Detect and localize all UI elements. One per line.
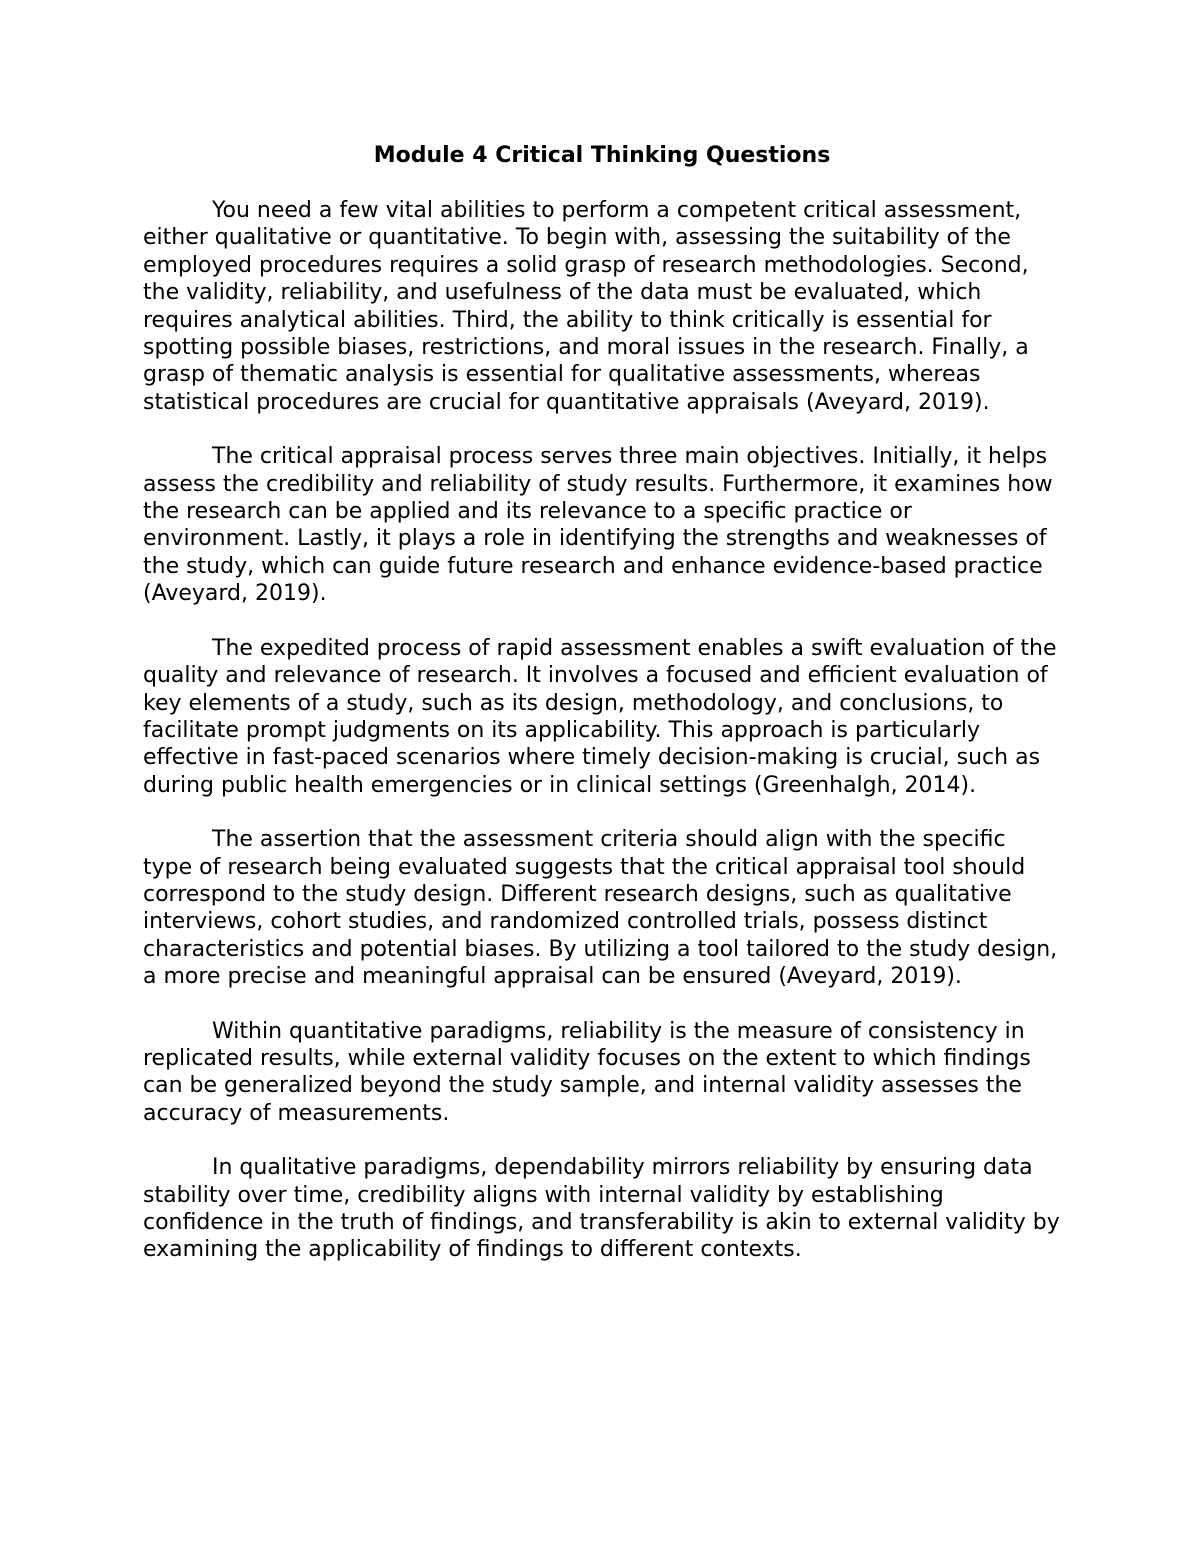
paragraph-appraisal-objectives: The critical appraisal process serves three main objectives. Initially, it helps assess the credibility and reliability of study results. Furthermore, it examines how the research can be applied and its relevance to a specific practice or environment. Lastly, it plays a role in identifying the strengths and weaknesses of the study, which can guide future research and enhance evidence-based practice (Aveyard, 2019). — [143, 444, 1053, 607]
paragraph-required-abilities: You need a few vital abilities to perform a competent critical assessment, either qualitative or quantitative. To begin with, assessing the suitability of the employed procedures requires a solid grasp of research methodologies. Second, the validity, reliability, and usefulness of the data must be evaluated, which requires analytical abilities. Third, the ability to think critically is essential for spotting possible biases, restrictions, and moral issues in the research. Finally, a grasp of thematic analysis is essential for qualitative assessments, whereas statistical procedures are crucial for quantitative appraisals (Aveyard, 2019). — [143, 198, 1029, 415]
paragraph-quantitative-paradigms: Within quantitative paradigms, reliability is the measure of consistency in replicated results, while external validity focuses on the extent to which findings can be generalized beyond the study sample, and internal validity assesses the accuracy of measurements. — [143, 1018, 1031, 1126]
document-title: Module 4 Critical Thinking Questions — [373, 143, 831, 168]
paragraph-rapid-assessment: The expedited process of rapid assessment enables a swift evaluation of the quality and relevance of research. It involves a focused and efficient evaluation of key elements of a study, such as its design, methodology, and conclusions, to facilitate prompt judgments on its applicability. This approach is particularly effective in fast-paced scenarios where timely decision-making is crucial, such as during public health emergencies or in clinical settings (Greenhalgh, 2014). — [143, 635, 1057, 798]
document-body — [143, 141, 1061, 1291]
paragraph-criteria-alignment: The assertion that the assessment criteria should align with the specific type of research being evaluated suggests that the critical appraisal tool should correspond to the study design. Different research designs, such as qualitative interviews, cohort studies, and randomized controlled trials, possess distinct characteristics and potential biases. By utilizing a tool tailored to the study design, a more precise and meaningful appraisal can be ensured (Aveyard, 2019). — [143, 827, 1058, 990]
paragraph-qualitative-paradigms: In qualitative paradigms, dependability mirrors reliability by ensuring data stability over time, credibility aligns with internal validity by establishing confidence in the truth of findings, and transferability is akin to external validity by examining the applicability of findings to different contexts. — [143, 1155, 1060, 1263]
